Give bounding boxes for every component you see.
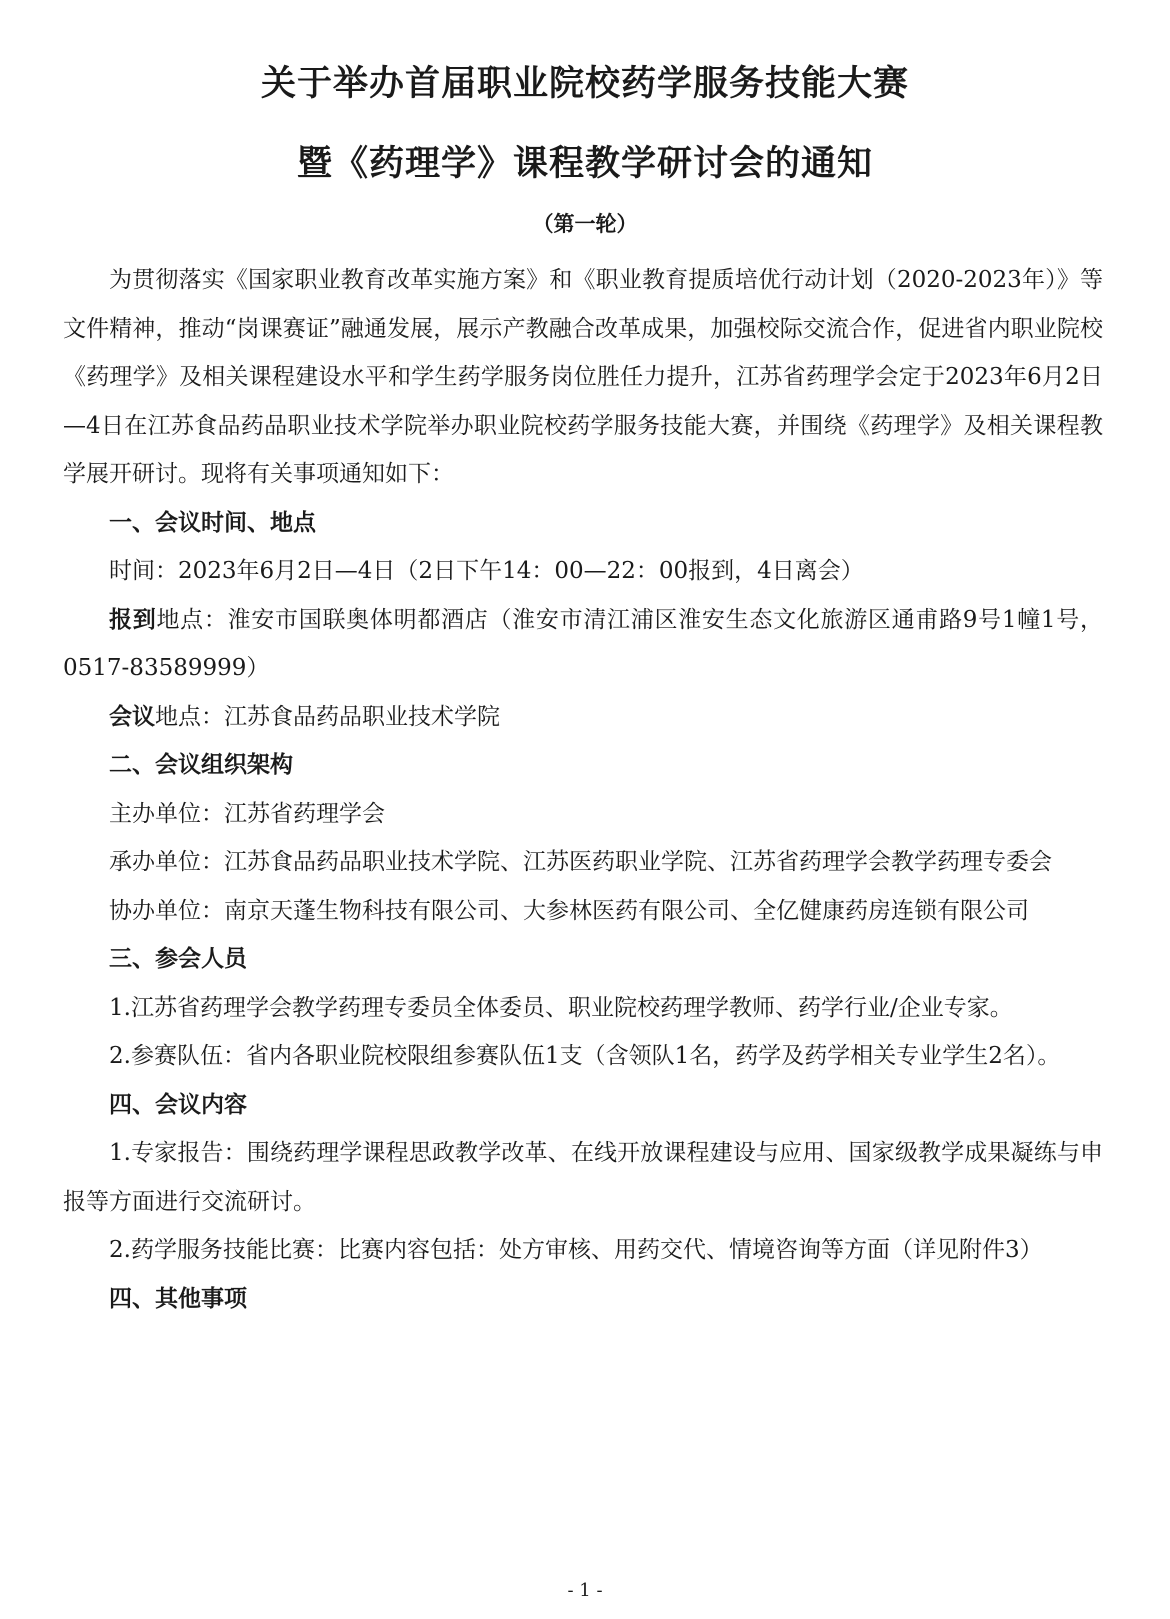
title-line-1: 关于举办首届职业院校药学服务技能大赛 (260, 64, 909, 104)
venue-location (63, 693, 1103, 742)
participants-item-2: 2.参赛队伍：省内各职业院校限组参赛队伍1支（含领队1名，药学及药学相关专业学生2名）。 (109, 1043, 1061, 1069)
round-label: （第一轮） (532, 212, 638, 236)
section-heading-time-venue: 一、会议时间、地点 (109, 509, 316, 536)
checkin-location (63, 596, 1103, 693)
content-item-2: 2.药学服务技能比赛：比赛内容包括：处方审核、用药交代、情境咨询等方面（详见附件3） (109, 1237, 1043, 1263)
venue-text: 地点：江苏食品药品职业技术学院 (155, 703, 500, 730)
section-heading-other: 四、其他事项 (109, 1285, 247, 1312)
section-heading-content: 四、会议内容 (109, 1091, 247, 1118)
title-line-2: 暨《药理学》课程教学研讨会的通知 (296, 144, 873, 184)
page-number: - 1 - (567, 1580, 603, 1601)
intro-paragraph: 为贯彻落实《国家职业教育改革实施方案》和《职业教育提质培优行动计划（2020-2023年）》等文件精神，推动“岗课赛证”融通发展，展示产教融合改革成果，加强校际交流合作，促进省内职业院校《药理学》及相关课程建设水平和学生药学服务岗位胜任力提升，江苏省药理学会定于2023年6月2日—4日在江苏食品药品职业技术学院举办职业院校药学服务技能大赛，并围绕《药理学》及相关课程教学展开研讨。现将有关事项通知如下： (63, 267, 1103, 487)
host-unit: 主办单位：江苏省药理学会 (109, 800, 385, 827)
participants-item-1: 1.江苏省药理学会教学药理专委员全体委员、职业院校药理学教师、药学行业/企业专家。 (109, 994, 1013, 1021)
checkin-text: 地点：淮安市国联奥体明都酒店（淮安市清江浦区淮安生态文化旅游区通甫路9号1幢1号，0517-83589999） (63, 606, 1103, 681)
meeting-time: 时间：2023年6月2日—4日（2日下午14：00—22：00报到，4日离会） (109, 558, 864, 584)
venue-label: 会议 (109, 703, 155, 730)
section-heading-participants: 三、参会人员 (109, 946, 247, 972)
content-item-1: 1.专家报告：围绕药理学课程思政教学改革、在线开放课程建设与应用、国家级教学成果凝练与申报等方面进行交流研讨。 (63, 1140, 1103, 1215)
section-heading-organization: 二、会议组织架构 (109, 752, 293, 778)
organizer-unit: 承办单位：江苏食品药品职业技术学院、江苏医药职业学院、江苏省药理学会教学药理专委会 (109, 849, 1052, 875)
document-body (63, 256, 1103, 1323)
coorganizer-unit: 协办单位：南京天蓬生物科技有限公司、大参林医药有限公司、全亿健康药房连锁有限公司 (109, 897, 1029, 924)
checkin-label: 报到 (109, 606, 157, 633)
